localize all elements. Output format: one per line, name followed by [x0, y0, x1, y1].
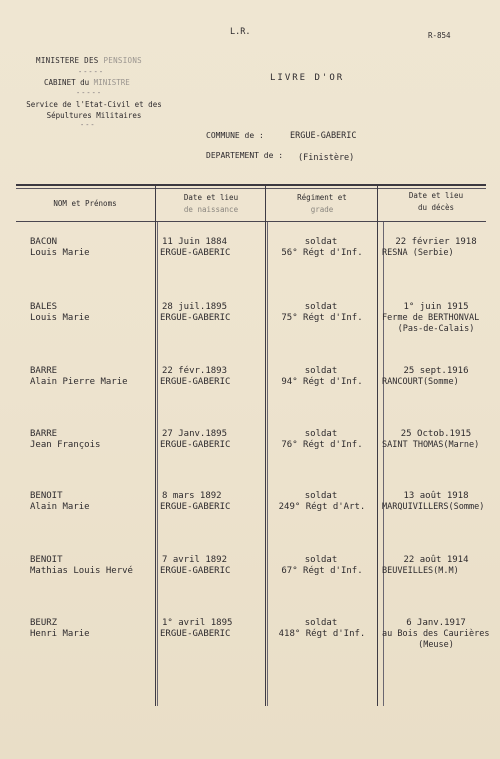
- row-regiment: 249° Régt d'Art.: [278, 502, 366, 512]
- row-prenoms: Alain Pierre Marie: [30, 377, 128, 387]
- commune-value: ERGUE-GABERIC: [290, 131, 357, 141]
- row-grade: soldat: [304, 618, 338, 628]
- row-regiment: 75° Régt d'Inf.: [281, 313, 363, 323]
- column-header-nom: NOM et Prénoms: [53, 199, 117, 208]
- row-deces-lieu: MARQUIVILLERS(Somme): [382, 502, 485, 512]
- cabinet-label: CABINET du: [44, 78, 90, 87]
- decorative-dashes: -----: [78, 68, 105, 76]
- row-deces-date: 25 Octob.1915: [400, 429, 472, 439]
- row-naissance-lieu: ERGUE-GABERIC: [160, 313, 231, 323]
- row-deces-date: 6 Janv.1917: [406, 618, 466, 628]
- row-deces-lieu: au Bois des Caurières: [382, 629, 490, 639]
- row-nom: BARRE: [30, 429, 58, 439]
- row-naissance-lieu: ERGUE-GABERIC: [160, 566, 231, 576]
- row-prenoms: Alain Marie: [30, 502, 90, 512]
- row-naissance-date: 8 mars 1892: [162, 491, 222, 501]
- table-top-rule: [16, 184, 486, 186]
- row-prenoms: Mathias Louis Hervé: [30, 566, 133, 576]
- row-grade: soldat: [304, 302, 338, 312]
- row-deces-date: 13 août 1918: [403, 491, 469, 501]
- row-regiment: 94° Régt d'Inf.: [281, 377, 363, 387]
- row-nom: BARRE: [30, 366, 58, 376]
- row-deces-lieu-2: (Meuse): [418, 640, 454, 650]
- departement-label: DEPARTEMENT de :: [206, 151, 284, 160]
- row-naissance-date: 11 Juin 1884: [162, 237, 228, 247]
- row-deces-date: 25 sept.1916: [403, 366, 469, 376]
- row-grade: soldat: [304, 429, 338, 439]
- row-nom: BALES: [30, 302, 58, 312]
- row-deces-lieu: RESNA (Serbie): [382, 248, 454, 258]
- column-header-naissance: Date et lieu de naissance: [183, 193, 239, 214]
- decorative-dashes: ---: [80, 121, 96, 129]
- decorative-dashes: -----: [76, 89, 103, 97]
- row-deces-lieu: Ferme de BERTHONVAL: [382, 313, 480, 323]
- row-grade: soldat: [304, 237, 338, 247]
- row-grade: soldat: [304, 491, 338, 501]
- row-prenoms: Jean François: [30, 440, 101, 450]
- row-deces-lieu: RANCOURT(Somme): [382, 377, 459, 387]
- row-regiment: 76° Régt d'Inf.: [281, 440, 363, 450]
- cabinet-label-faded: MINISTRE: [93, 78, 130, 87]
- row-naissance-date: 1° avril 1895: [162, 618, 233, 628]
- column-header-regiment: Régiment et grade: [297, 193, 347, 214]
- row-nom: BENOIT: [30, 555, 63, 565]
- ministry-label: MINISTERE DES: [36, 56, 99, 65]
- row-naissance-lieu: ERGUE-GABERIC: [160, 502, 231, 512]
- row-prenoms: Louis Marie: [30, 248, 90, 258]
- row-prenoms: Henri Marie: [30, 629, 90, 639]
- column-header-deces: Date et lieu du décès: [408, 191, 464, 212]
- row-regiment: 56° Régt d'Inf.: [281, 248, 363, 258]
- ministry-label-faded: PENSIONS: [103, 56, 142, 65]
- row-regiment: 67° Régt d'Inf.: [281, 566, 363, 576]
- column-divider: [265, 186, 266, 706]
- reference-number: R-854: [428, 31, 451, 40]
- row-grade: soldat: [304, 366, 338, 376]
- departement-value: (Finistère): [298, 153, 355, 163]
- service-heading: Service de l'Etat-Civil et des Sépultures Militaires: [26, 100, 162, 120]
- column-divider: [377, 186, 378, 706]
- row-naissance-lieu: ERGUE-GABERIC: [160, 440, 231, 450]
- row-naissance-date: 22 févr.1893: [162, 366, 228, 376]
- cabinet-heading: [44, 78, 130, 87]
- row-deces-lieu: SAINT THOMAS(Marne): [382, 440, 480, 450]
- row-naissance-date: 28 juil.1895: [162, 302, 228, 312]
- row-deces-date: 1° juin 1915: [403, 302, 469, 312]
- row-deces-lieu-2: (Pas-de-Calais): [397, 324, 475, 334]
- row-grade: soldat: [304, 555, 338, 565]
- column-divider: [155, 186, 156, 706]
- row-nom: BACON: [30, 237, 58, 247]
- reference-initials: L.R.: [230, 27, 251, 37]
- row-nom: BENOIT: [30, 491, 63, 501]
- column-divider: [157, 222, 158, 706]
- row-regiment: 418° Régt d'Inf.: [278, 629, 366, 639]
- row-naissance-lieu: ERGUE-GABERIC: [160, 377, 231, 387]
- table-header-rule: [16, 221, 486, 222]
- row-naissance-lieu: ERGUE-GABERIC: [160, 629, 231, 639]
- row-naissance-lieu: ERGUE-GABERIC: [160, 248, 231, 258]
- commune-label: COMMUNE de :: [206, 131, 264, 140]
- table-top-rule-thin: [16, 188, 486, 189]
- row-naissance-date: 27 Janv.1895: [162, 429, 228, 439]
- row-deces-date: 22 février 1918: [395, 237, 477, 247]
- ministry-heading: [36, 56, 142, 65]
- row-naissance-date: 7 avril 1892: [162, 555, 228, 565]
- row-nom: BEURZ: [30, 618, 58, 628]
- row-prenoms: Louis Marie: [30, 313, 90, 323]
- row-deces-lieu: BEUVEILLES(M.M): [382, 566, 459, 576]
- document-title: LIVRE D'OR: [270, 73, 345, 83]
- row-deces-date: 22 août 1914: [403, 555, 469, 565]
